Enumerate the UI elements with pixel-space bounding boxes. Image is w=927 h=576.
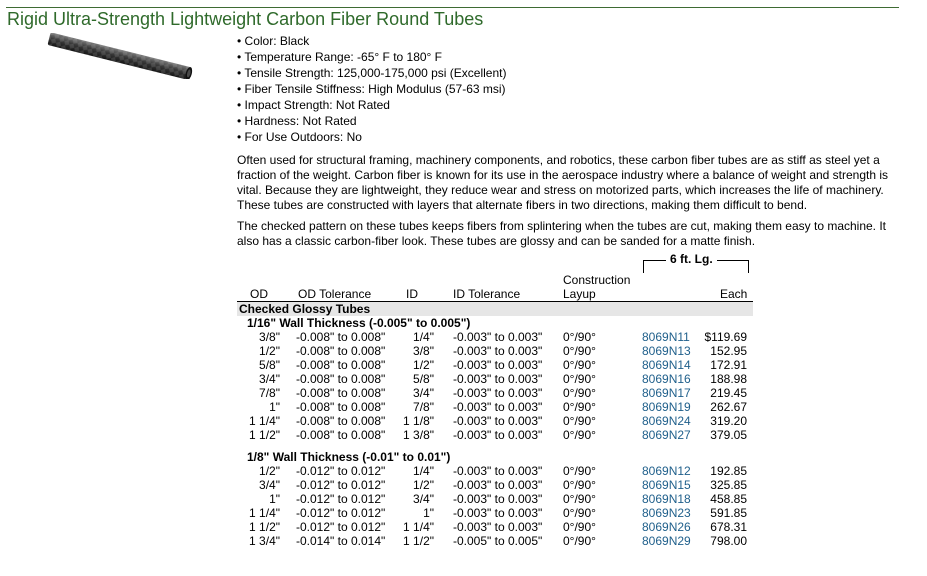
table-row[interactable] [0,534,927,548]
price-value: 152.95 [710,344,747,358]
price-value: 458.85 [710,492,747,506]
od-tolerance-value: -0.012" to 0.012" [296,506,386,520]
od-value: 1 3/4" [249,534,280,548]
id-value: 1" [423,506,434,520]
od-value: 5/8" [259,358,280,372]
price-value: 188.98 [710,372,747,386]
table-row[interactable] [0,464,927,478]
id-value: 1/4" [413,464,434,478]
price-value: 798.00 [710,534,747,548]
layup-value: 0°/90° [563,358,596,372]
od-tolerance-value: -0.008" to 0.008" [296,386,386,400]
spec-item: • Color: Black [237,34,310,48]
od-tolerance-value: -0.012" to 0.012" [296,478,386,492]
id-tolerance-value: -0.003" to 0.003" [453,344,543,358]
table-row[interactable] [0,386,927,400]
part-number-link[interactable]: 8069N13 [642,344,691,358]
layup-value: 0°/90° [563,372,596,386]
spec-item: • Tensile Strength: 125,000-175,000 psi (Excellent) [237,66,507,80]
page-title: Rigid Ultra-Strength Lightweight Carbon Fiber Round Tubes [7,9,484,29]
table-row[interactable] [0,372,927,386]
id-tolerance-value: -0.003" to 0.003" [453,372,543,386]
header-construction: Construction [563,273,631,287]
id-tolerance-value: -0.003" to 0.003" [453,428,543,442]
od-value: 7/8" [259,386,280,400]
id-tolerance-value: -0.003" to 0.003" [453,386,543,400]
id-value: 1 1/8" [403,414,434,428]
id-tolerance-value: -0.003" to 0.003" [453,358,543,372]
table-row[interactable] [0,520,927,534]
spec-item: • Temperature Range: -65° F to 180° F [237,50,443,64]
id-tolerance-value: -0.003" to 0.003" [453,330,543,344]
id-value: 1 3/8" [403,428,434,442]
od-tolerance-value: -0.014" to 0.014" [296,534,386,548]
layup-value: 0°/90° [563,330,596,344]
od-tolerance-value: -0.008" to 0.008" [296,414,386,428]
od-tolerance-value: -0.012" to 0.012" [296,464,386,478]
id-value: 3/4" [413,386,434,400]
group-title: Checked Glossy Tubes [237,302,753,316]
layup-value: 0°/90° [563,464,596,478]
spec-item: • Impact Strength: Not Rated [237,98,390,112]
top-divider [6,7,899,8]
carbon-tube-image[interactable] [45,33,197,79]
spec-item: • Hardness: Not Rated [237,114,357,128]
length-group-label: 6 ft. Lg. [666,252,717,266]
part-number-link[interactable]: 8069N29 [642,534,691,548]
table-row[interactable] [0,344,927,358]
part-number-link[interactable]: 8069N19 [642,400,691,414]
header-each: Each [720,287,748,301]
od-value: 3/8" [259,330,280,344]
part-number-link[interactable]: 8069N12 [642,464,691,478]
od-value: 3/4" [259,478,280,492]
header-id: ID [406,287,418,301]
od-value: 1 1/2" [249,428,280,442]
price-value: $119.69 [704,330,747,344]
id-value: 1/4" [413,330,434,344]
header-id-tolerance: ID Tolerance [453,287,521,301]
od-value: 1" [269,492,280,506]
layup-value: 0°/90° [563,520,596,534]
table-row[interactable] [0,506,927,520]
id-value: 1/2" [413,358,434,372]
price-value: 678.31 [710,520,747,534]
table-row[interactable] [0,400,927,414]
id-tolerance-value: -0.003" to 0.003" [453,520,543,534]
id-tolerance-value: -0.003" to 0.003" [453,506,543,520]
od-value: 1/2" [259,464,280,478]
header-od-tolerance: OD Tolerance [298,287,372,301]
table-row[interactable] [0,414,927,428]
part-number-link[interactable]: 8069N11 [642,330,690,344]
spec-item: • For Use Outdoors: No [237,130,362,144]
od-tolerance-value: -0.008" to 0.008" [296,400,386,414]
spec-list [237,33,506,145]
id-value: 1 1/2" [403,534,434,548]
part-number-link[interactable]: 8069N27 [642,428,691,442]
id-value: 1 1/4" [403,520,434,534]
layup-value: 0°/90° [563,386,596,400]
table-row[interactable] [0,330,927,344]
layup-value: 0°/90° [563,492,596,506]
price-value: 325.85 [710,478,747,492]
id-value: 3/8" [413,344,434,358]
id-tolerance-value: -0.003" to 0.003" [453,400,543,414]
od-value: 3/4" [259,372,280,386]
part-number-link[interactable]: 8069N18 [642,492,691,506]
layup-value: 0°/90° [563,534,596,548]
price-value: 379.05 [710,428,747,442]
layup-value: 0°/90° [563,428,596,442]
part-number-link[interactable]: 8069N14 [642,358,691,372]
layup-value: 0°/90° [563,506,596,520]
id-tolerance-value: -0.003" to 0.003" [453,492,543,506]
id-value: 5/8" [413,372,434,386]
price-value: 262.67 [710,400,747,414]
layup-value: 0°/90° [563,400,596,414]
id-value: 3/4" [413,492,434,506]
spec-item: • Fiber Tensile Stiffness: High Modulus (57-63 msi) [237,82,506,96]
table-row[interactable] [0,492,927,506]
part-number-link[interactable]: 8069N26 [642,520,691,534]
od-value: 1 1/2" [249,520,280,534]
table-row[interactable] [0,478,927,492]
description-paragraph: Often used for structural framing, machinery components, and robotics, these carbon fiber tubes are as stiff as steel yet a fraction of the weight. Carbon fiber is known for its use in the aerospace industry where a balance of weight and strength is vital. Because they are lightweight, they reduce wear and stress on motorized parts, which increases the life of machinery. These tubes are constructed with layers that alternate fibers in two directions, making them difficult to bend. [237,153,889,212]
id-tolerance-value: -0.003" to 0.003" [453,478,543,492]
part-number-link[interactable]: 8069N24 [642,414,691,428]
header-layup: Layup [563,287,596,301]
od-tolerance-value: -0.008" to 0.008" [296,358,386,372]
od-tolerance-value: -0.012" to 0.012" [296,520,386,534]
part-number-link[interactable]: 8069N23 [642,506,691,520]
part-number-link[interactable]: 8069N17 [642,386,691,400]
layup-value: 0°/90° [563,344,596,358]
description-paragraph: The checked pattern on these tubes keeps fibers from splintering when the tubes are cut, making them easy to machine. It also has a classic carbon-fiber look. These tubes are glossy and can be sanded for a matte finish. [237,219,887,248]
od-tolerance-value: -0.012" to 0.012" [296,492,386,506]
table-row[interactable] [0,358,927,372]
section-title: 1/16" Wall Thickness (-0.005" to 0.005") [247,316,471,330]
price-value: 219.45 [710,386,747,400]
id-value: 7/8" [413,400,434,414]
id-tolerance-value: -0.005" to 0.005" [453,534,543,548]
header-od: OD [250,287,268,301]
od-value: 1/2" [259,344,280,358]
part-number-link[interactable]: 8069N15 [642,478,691,492]
part-number-link[interactable]: 8069N16 [642,372,691,386]
id-value: 1/2" [413,478,434,492]
length-group-bracket [643,252,749,273]
id-tolerance-value: -0.003" to 0.003" [453,414,543,428]
od-tolerance-value: -0.008" to 0.008" [296,428,386,442]
id-tolerance-value: -0.003" to 0.003" [453,464,543,478]
od-tolerance-value: -0.008" to 0.008" [296,330,386,344]
layup-value: 0°/90° [563,414,596,428]
od-value: 1" [269,400,280,414]
price-value: 319.20 [710,414,747,428]
layup-value: 0°/90° [563,478,596,492]
price-value: 591.85 [710,506,747,520]
od-tolerance-value: -0.008" to 0.008" [296,372,386,386]
od-tolerance-value: -0.008" to 0.008" [296,344,386,358]
section-title: 1/8" Wall Thickness (-0.01" to 0.01") [247,450,451,464]
od-value: 1 1/4" [249,506,280,520]
od-value: 1 1/4" [249,414,280,428]
price-value: 192.85 [710,464,747,478]
table-row[interactable] [0,428,927,442]
price-value: 172.91 [710,358,747,372]
